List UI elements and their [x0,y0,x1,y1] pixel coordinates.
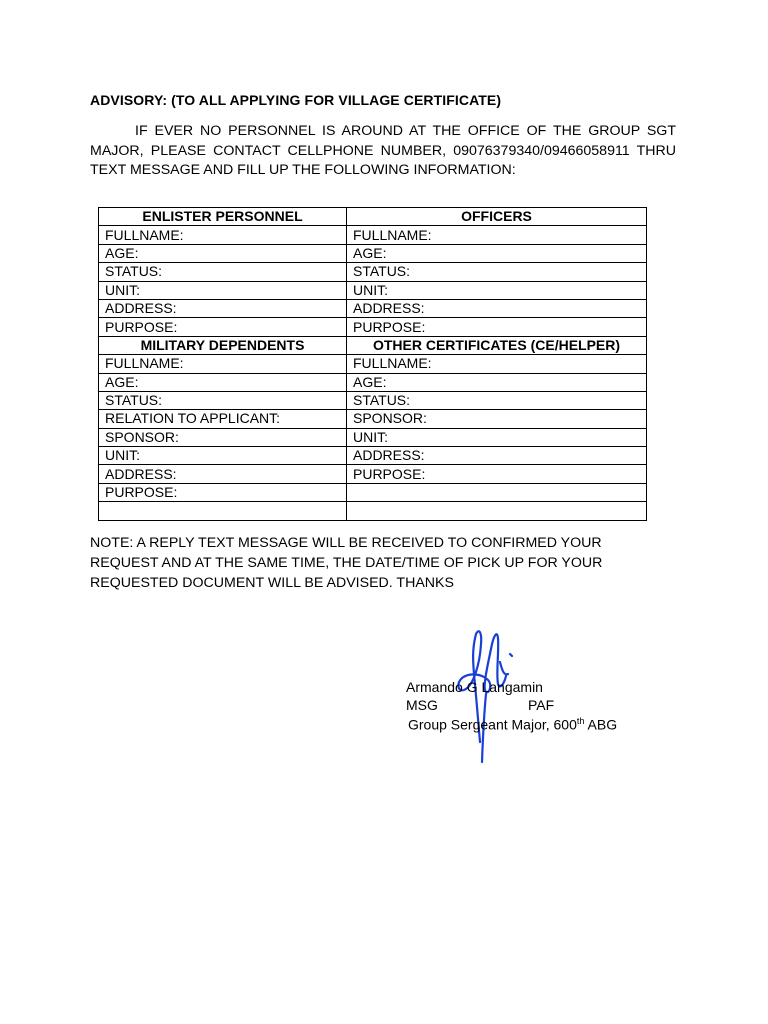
table-row [99,428,647,446]
form-field-cell: PURPOSE: [347,465,647,483]
table-row [99,391,647,409]
form-field-cell: ADDRESS: [99,299,347,317]
form-field-cell: ADDRESS: [347,447,647,465]
form-field-cell: STATUS: [99,391,347,409]
form-field-cell: FULLNAME: [347,226,647,244]
form-field-cell: PURPOSE: [99,318,347,336]
table-row [99,318,647,336]
advisory-heading: ADVISORY: (TO ALL APPLYING FOR VILLAGE CERTIFICATE) [90,92,502,108]
table-row [99,502,647,520]
form-field-cell: PURPOSE: [347,318,647,336]
information-form-table [98,207,647,521]
signatory-title-sup: th [576,716,585,726]
form-field-cell: ADDRESS: [99,465,347,483]
signatory-title [408,716,617,733]
note-text: NOTE: A REPLY TEXT MESSAGE WILL BE RECEIVED TO CONFIRMED YOUR REQUEST AND AT THE SAME TIME, THE DATE/TIME OF PICK UP FOR YOUR REQUESTED DOCUMENT WILL BE ADVISED. THANKS [90,535,603,591]
signatory-title-prefix: Group Sergeant Major, 600 [408,716,577,733]
form-field-cell: AGE: [99,373,347,391]
table-header-cell: ENLISTER PERSONNEL [99,208,347,226]
form-field-cell: AGE: [347,373,647,391]
form-field-cell: UNIT: [347,281,647,299]
form-field-cell: UNIT: [347,428,647,446]
form-field-cell: UNIT: [99,281,347,299]
form-field-cell: AGE: [99,244,347,262]
table-row [99,281,647,299]
form-field-cell: FULLNAME: [99,226,347,244]
form-field-cell: AGE: [347,244,647,262]
table-header-row [99,208,647,226]
advisory-body-text: IF EVER NO PERSONNEL IS AROUND AT THE OFFICE OF THE GROUP SGT MAJOR, PLEASE CONTACT CELLPHONE NUMBER, 09076379340/09466058911 THRU TEXT MESSAGE AND FILL UP THE FOLLOWING INFORMATION: [90,123,676,178]
signatory-rank: MSG [406,697,438,713]
form-field-cell: UNIT: [99,447,347,465]
table-header-cell: OTHER CERTIFICATES (CE/HELPER) [347,336,647,354]
table-header-row [99,336,647,354]
table-row [99,410,647,428]
form-field-cell: SPONSOR: [99,428,347,446]
table-header-cell: OFFICERS [347,208,647,226]
table-row [99,465,647,483]
form-field-cell [99,502,347,520]
table-row [99,263,647,281]
form-field-cell: FULLNAME: [347,355,647,373]
form-field-cell: STATUS: [347,263,647,281]
form-field-cell: ADDRESS: [347,299,647,317]
advisory-body [90,122,676,181]
signatory-branch: PAF [528,697,555,713]
form-field-cell: PURPOSE: [99,483,347,501]
table-row [99,244,647,262]
form-field-cell: STATUS: [347,391,647,409]
table-row [99,373,647,391]
form-field-cell: FULLNAME: [99,355,347,373]
signatory-rank-line [406,697,555,713]
table-row [99,447,647,465]
table-header-cell: MILITARY DEPENDENTS [99,336,347,354]
table-row [99,355,647,373]
form-field-cell [347,483,647,501]
table-row [99,226,647,244]
form-field-cell: RELATION TO APPLICANT: [99,410,347,428]
signatory-title-suffix: ABG [584,716,618,733]
table-row [99,483,647,501]
form-field-cell [347,502,647,520]
signatory-name: Armando G Langamin [406,679,543,695]
form-field-cell: STATUS: [99,263,347,281]
table-row [99,299,647,317]
form-field-cell: SPONSOR: [347,410,647,428]
